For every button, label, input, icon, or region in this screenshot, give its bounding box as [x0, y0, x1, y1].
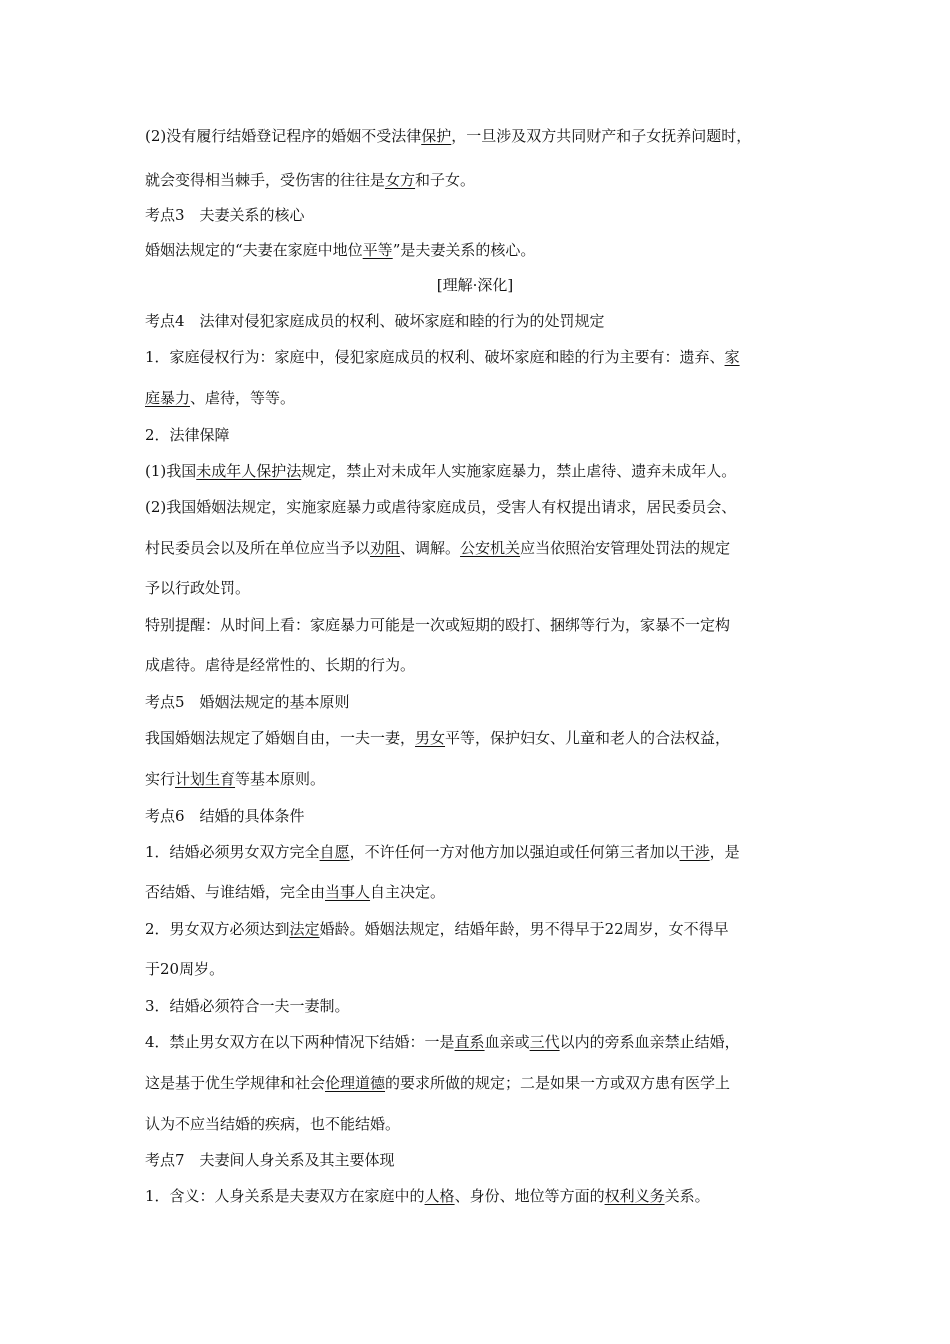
text-segment: 于20周岁。 — [145, 960, 225, 978]
text-line — [145, 497, 736, 517]
text-line — [145, 461, 736, 481]
text-line — [145, 388, 295, 408]
text-segment: 考点4 法律对侵犯家庭成员的权利、破坏家庭和睦的行为的处罚规定 — [145, 312, 605, 330]
text-segment: 、调解。 — [400, 539, 461, 557]
text-line — [145, 170, 475, 190]
text-segment: (2)没有履行结婚登记程序的婚姻不受法律 — [145, 127, 422, 145]
text-line — [145, 1032, 740, 1052]
text-line — [145, 842, 740, 862]
underlined-term: 当事人 — [325, 883, 371, 901]
underlined-term: 权利义务 — [604, 1187, 665, 1205]
underlined-term: 法定 — [289, 920, 320, 938]
text-segment: 否结婚、与谁结婚，完全由 — [145, 883, 326, 901]
underlined-term: 庭暴力 — [145, 389, 191, 407]
text-segment: ，是 — [709, 843, 740, 861]
section-heading — [145, 205, 305, 225]
text-line — [145, 615, 730, 635]
text-segment: 关系。 — [664, 1187, 710, 1205]
text-segment: 特别提醒：从时间上看：家庭暴力可能是一次或短期的殴打、捆绑等行为，家暴不一定构 — [145, 616, 731, 634]
underlined-term: 干涉 — [679, 843, 710, 861]
text-segment: 予以行政处罚。 — [145, 579, 251, 597]
text-segment: 考点3 夫妻关系的核心 — [145, 206, 305, 224]
underlined-term: 家 — [724, 348, 740, 366]
text-segment: ，一旦涉及双方共同财产和子女抚养问题时， — [451, 127, 752, 145]
text-segment: 、身份、地位等方面的 — [454, 1187, 605, 1205]
section-heading — [145, 692, 350, 712]
text-line — [145, 538, 730, 558]
text-segment: 婚姻法规定的“夫妻在家庭中地位 — [145, 241, 363, 259]
underlined-term: 自愿 — [319, 843, 350, 861]
text-line — [145, 240, 535, 260]
text-segment: 2．男女双方必须达到 — [145, 920, 290, 938]
text-segment: 这是基于优生学规律和社会 — [145, 1074, 326, 1092]
text-segment: 我国婚姻法规定了婚姻自由，一夫一妻， — [145, 729, 416, 747]
text-segment: 2．法律保障 — [145, 426, 230, 444]
text-line — [145, 425, 230, 445]
text-segment: 考点7 夫妻间人身关系及其主要体现 — [145, 1151, 395, 1169]
underlined-term: 公安机关 — [460, 539, 521, 557]
underlined-term: 计划生育 — [175, 770, 236, 788]
text-line — [145, 347, 740, 367]
text-segment: 血亲或 — [484, 1033, 530, 1051]
text-segment: (1)我国 — [145, 462, 197, 480]
text-segment: 婚龄。婚姻法规定，结婚年龄，男不得早于22周岁，女不得早 — [319, 920, 729, 938]
section-heading — [145, 311, 605, 331]
underlined-term: 未成年人保护法 — [196, 462, 302, 480]
text-line — [145, 578, 250, 598]
section-heading — [145, 806, 305, 826]
text-line — [145, 1073, 730, 1093]
text-segment: 1．含义：人身关系是夫妻双方在家庭中的 — [145, 1187, 425, 1205]
text-line — [145, 919, 729, 939]
underlined-term: 伦理道德 — [325, 1074, 386, 1092]
text-segment: 1．家庭侵权行为：家庭中，侵犯家庭成员的权利、破坏家庭和睦的行为主要有：遗弃、 — [145, 348, 725, 366]
text-line — [145, 769, 325, 789]
text-segment: 就会变得相当棘手，受伤害的往往是 — [145, 171, 386, 189]
text-line — [145, 882, 445, 902]
text-line — [145, 655, 415, 675]
text-line — [145, 728, 730, 748]
text-segment: 以内的旁系血亲禁止结婚， — [559, 1033, 740, 1051]
underlined-term: 女方 — [385, 171, 416, 189]
text-segment: 考点5 婚姻法规定的基本原则 — [145, 693, 350, 711]
text-segment: 、虐待，等等。 — [190, 389, 296, 407]
text-line — [145, 1186, 710, 1206]
underlined-term: 保护 — [421, 127, 452, 145]
text-segment: 成虐待。虐待是经常性的、长期的行为。 — [145, 656, 416, 674]
underlined-term: 直系 — [454, 1033, 485, 1051]
underlined-term: 人格 — [424, 1187, 455, 1205]
text-line — [145, 996, 350, 1016]
underlined-term: 男女 — [415, 729, 446, 747]
text-segment: ”是夫妻关系的核心。 — [392, 241, 536, 259]
subsection-title — [0, 275, 950, 295]
text-segment: [理解·深化] — [436, 276, 514, 294]
text-segment: 平等，保护妇女、儿童和老人的合法权益， — [445, 729, 731, 747]
text-segment: 自主决定。 — [370, 883, 446, 901]
text-segment: 和子女。 — [415, 171, 476, 189]
text-segment: 的要求所做的规定；二是如果一方或双方患有医学上 — [385, 1074, 731, 1092]
text-segment: 村民委员会以及所在单位应当予以 — [145, 539, 371, 557]
text-line — [145, 1114, 400, 1134]
section-heading — [145, 1150, 395, 1170]
underlined-term: 平等 — [362, 241, 393, 259]
underlined-term: 三代 — [529, 1033, 560, 1051]
text-segment: 等基本原则。 — [235, 770, 326, 788]
text-segment: 应当依照治安管理处罚法的规定 — [520, 539, 731, 557]
text-segment: 1．结婚必须男女双方完全 — [145, 843, 320, 861]
text-segment: 认为不应当结婚的疾病，也不能结婚。 — [145, 1115, 401, 1133]
text-line — [145, 126, 751, 146]
text-line — [145, 959, 224, 979]
text-segment: 实行 — [145, 770, 176, 788]
text-segment: 3．结婚必须符合一夫一妻制。 — [145, 997, 350, 1015]
text-segment: ，不许任何一方对他方加以强迫或任何第三者加以 — [349, 843, 680, 861]
text-segment: 考点6 结婚的具体条件 — [145, 807, 305, 825]
text-segment: 规定，禁止对未成年人实施家庭暴力，禁止虐待、遗弃未成年人。 — [301, 462, 737, 480]
text-segment: 4．禁止男女双方在以下两种情况下结婚：一是 — [145, 1033, 455, 1051]
text-segment: (2)我国婚姻法规定，实施家庭暴力或虐待家庭成员，受害人有权提出请求，居民委员会、 — [145, 498, 737, 516]
underlined-term: 劝阻 — [370, 539, 401, 557]
